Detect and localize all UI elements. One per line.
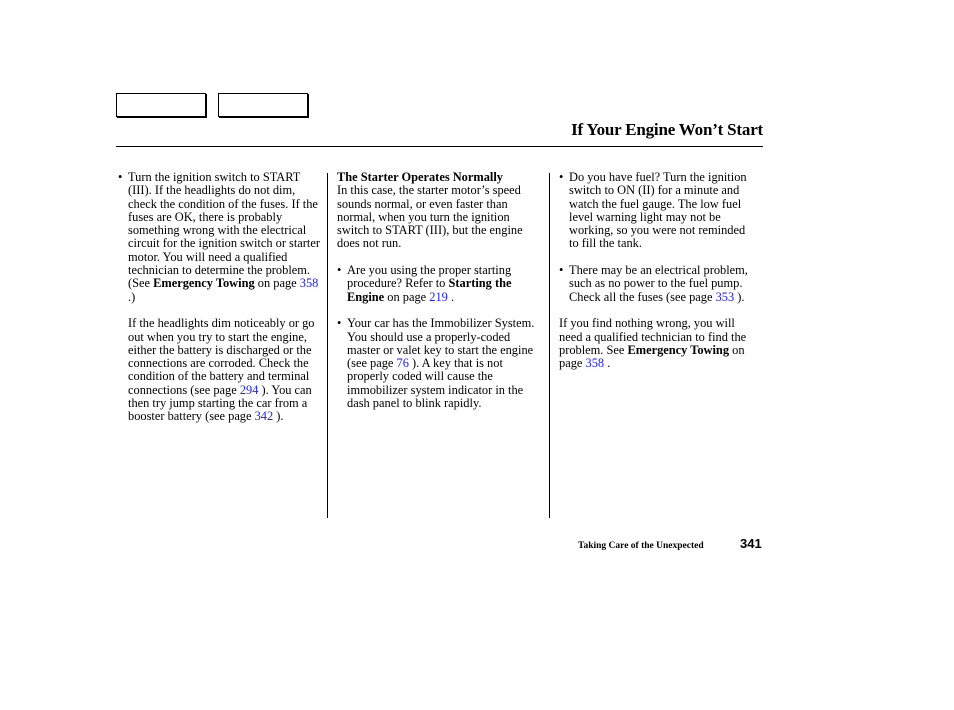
page-link-219[interactable]: 219 [429, 289, 448, 304]
paragraph-end: . [604, 356, 611, 371]
page-title: If Your Engine Won’t Start [571, 120, 763, 139]
page-link-76[interactable]: 76 [396, 356, 409, 371]
bullet-item-immobilizer [337, 317, 543, 410]
paragraph-nothing-wrong [559, 317, 757, 370]
bullet-item-starting-procedure [337, 264, 543, 304]
section-intro: In this case, the starter motor’s speed sounds normal, or even faster than normal, when you turn the ignition switch to START (III), but the engine does not run. [337, 183, 523, 251]
bullet-item-fuel [559, 171, 757, 251]
nav-button-previous[interactable] [116, 93, 206, 117]
paragraph-text: Do you have fuel? Turn the ignition switch to ON (II) for a minute and watch the fuel gauge. The low fuel level warning light may not be working, so you were not reminded to fill the tank. [569, 170, 747, 251]
page-link-294[interactable]: 294 [239, 382, 259, 397]
bullet-item-electrical [559, 264, 757, 304]
paragraph-end: ). [273, 409, 284, 424]
bullet-icon: • [337, 316, 342, 331]
title-rule [116, 146, 763, 147]
column-1 [118, 171, 322, 424]
paragraph-text: Are you using the proper starting procedure? Refer to [347, 263, 512, 291]
paragraph-headlights-dim [118, 317, 322, 423]
paragraph-text: Turn the ignition switch to START (III). If the headlights do not dim, check the condition of the fuses. If the fuses are OK, there is probably something wrong with the electrical circuit for the ignition switch or starter motor. You will need a qualified technician to determine the problem. (See [128, 170, 321, 291]
paragraph-text: If the headlights dim noticeably or go out when you try to start the engine, either the battery is discharged or the connections are corroded. Check the condition of the battery and terminal connections (see page [128, 316, 315, 397]
footer-section-label: Taking Care of the Unexpected [578, 541, 704, 551]
page-number: 341 [740, 536, 762, 551]
section-heading: The Starter Operates Normally [337, 170, 503, 184]
nav-button-next[interactable] [218, 93, 308, 117]
bullet-icon: • [559, 263, 564, 278]
bullet-icon: • [118, 170, 123, 184]
on-page-text: on page [559, 342, 745, 371]
page-link-353[interactable]: 353 [715, 289, 735, 304]
page-link-342[interactable]: 342 [254, 409, 274, 424]
paragraph-end: . [447, 289, 455, 304]
starting-engine-ref: Starting the Engine [347, 276, 512, 304]
paragraph-end: .) [128, 289, 136, 304]
bullet-icon: • [559, 170, 564, 184]
bullet-icon: • [337, 263, 342, 278]
section-starter-normal [337, 171, 543, 251]
paragraph-end: ). [734, 289, 745, 304]
emergency-towing-ref: Emergency Towing [153, 276, 255, 291]
on-page-text: on page [384, 289, 430, 304]
bullet-item-start-switch [118, 171, 322, 304]
column-divider-2 [549, 173, 550, 518]
on-page-text: on page [254, 276, 300, 291]
paragraph-end: ). A key that is not properly coded will cause the immobilizer system indicator in the dash panel to blink rapidly. [347, 356, 524, 411]
page-link-358[interactable]: 358 [585, 356, 605, 371]
paragraph-text-mid: ). You can then try jump starting the car from a booster battery (see page [128, 382, 312, 424]
emergency-towing-ref: Emergency Towing [627, 342, 730, 357]
column-3 [559, 171, 757, 370]
column-2 [337, 171, 543, 410]
paragraph-text: Your car has the Immobilizer System. You should use a properly-coded master or valet key to start the engine (see page [347, 316, 535, 371]
paragraph-text: If you find nothing wrong, you will need a qualified technician to find the problem. See [559, 316, 747, 357]
paragraph-text: There may be an electrical problem, such as no power to the fuel pump. Check all the fuses (see page [569, 263, 748, 304]
page-link-358[interactable]: 358 [299, 276, 319, 291]
column-divider-1 [327, 173, 328, 518]
